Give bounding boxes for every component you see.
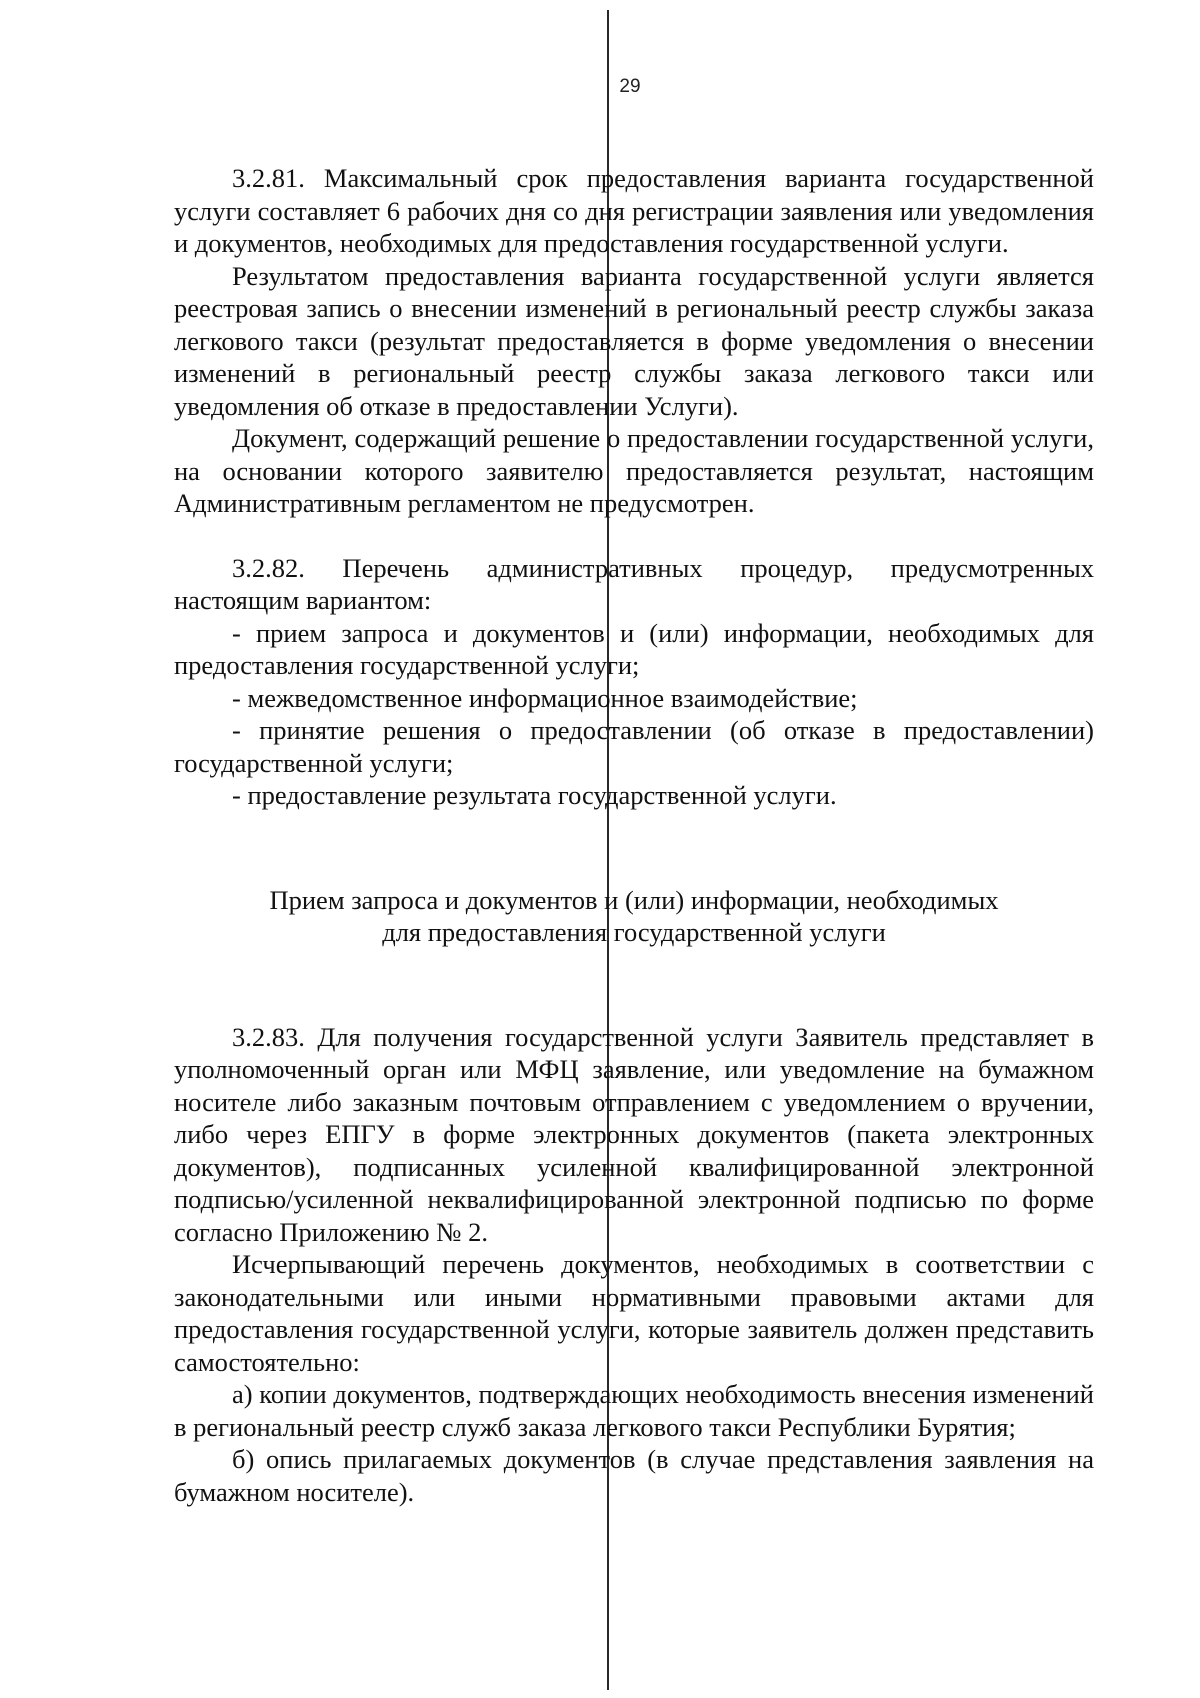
spacer <box>174 520 1094 552</box>
list-item-procedure: - межведомственное информационное взаимодействие; <box>232 682 858 713</box>
paragraph-decision-document: Документ, содержащий решение о предоставлении государственной услуги, на основании которого заявителю предоставляется результат, настоящим Административным регламентом не предусмотрен. <box>174 423 1094 518</box>
section-heading-line-1: Прием запроса и документов и (или) информации, необходимых <box>269 884 999 915</box>
list-item-b: б) опись прилагаемых документов (в случае представления заявления на бумажном носителе). <box>174 1444 1094 1507</box>
paragraph-3-2-83: 3.2.83. Для получения государственной услуги Заявитель представляет в уполномоченный орган или МФЦ заявление, или уведомление на бумажном носителе либо заказным почтовым отправлением с уведомлением о вручении, либо через ЕПГУ в форме электронных документов (пакета электронных документов), подписанных усиленной квалифицированной электронной подписью/усиленной неквалифицированной электронной подписью по форме согласно Приложению № 2. <box>174 1021 1094 1247</box>
paragraph-result: Результатом предоставления варианта государственной услуги является реестровая запись о внесении изменений в региональный реестр службы заказа легкового такси (результат предоставляется в форме уведомления о внесении изменений в региональный реестр службы заказа легкового такси или уведомления об отказе в предоставлении Услуги). <box>174 260 1094 421</box>
list-item-procedure: - принятие решения о предоставлении (об отказе в предоставлении) государственной услуги; <box>174 715 1094 778</box>
paragraph-3-2-82: 3.2.82. Перечень административных процедур, предусмотренных настоящим вариантом: <box>174 552 1094 615</box>
list-item-a: а) копии документов, подтверждающих необходимость внесения изменений в региональный реестр служб заказа легкового такси Республики Бурятия; <box>174 1379 1094 1442</box>
document-body <box>174 162 1094 1508</box>
list-item-procedure: - прием запроса и документов и (или) информации, необходимых для предоставления государственной услуги; <box>174 617 1094 680</box>
paragraph-required-documents: Исчерпывающий перечень документов, необходимых в соответствии с законодательными или иными нормативными правовыми актами для предоставления государственной услуги, которые заявитель должен представить самостоятельно: <box>174 1249 1094 1377</box>
page-number: 29 <box>619 76 641 97</box>
spacer <box>174 949 1094 1021</box>
section-heading-line-2: для предоставления государственной услуги <box>382 917 886 947</box>
list-item-procedure: - предоставление результата государственной услуги. <box>232 780 837 810</box>
spacer <box>174 812 1094 884</box>
paragraph-3-2-81: 3.2.81. Максимальный срок предоставления варианта государственной услуги составляет 6 рабочих дня со дня регистрации заявления или уведомления и документов, необходимых для предоставления государственной услуги. <box>174 163 1094 258</box>
